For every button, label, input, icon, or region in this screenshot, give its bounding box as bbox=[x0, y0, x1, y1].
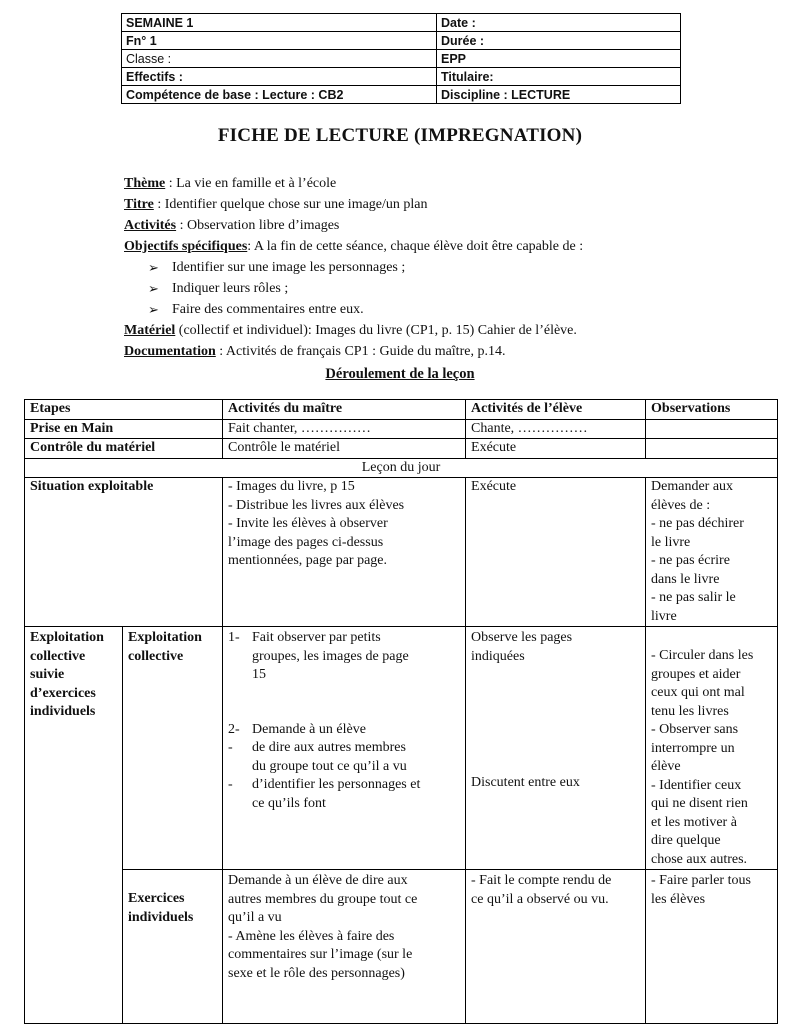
titre-line bbox=[124, 194, 744, 215]
objectifs-label: Objectifs spécifiques bbox=[124, 239, 248, 254]
documentation-label: Documentation bbox=[124, 344, 216, 359]
epp-cell: EPP bbox=[437, 50, 681, 68]
maitre-cell: Contrôle le matériel bbox=[223, 439, 466, 459]
lesson-info bbox=[124, 173, 744, 362]
objectifs-value: : A la fin de cette séance, chaque élève doit être capable de : bbox=[247, 239, 584, 254]
table-row bbox=[25, 478, 778, 627]
competence-cell: Compétence de base : Lecture : CB2 bbox=[122, 86, 437, 104]
objectif-item: ➢ Faire des commentaires entre eux. bbox=[148, 299, 744, 320]
arrow-bullet-icon: ➢ bbox=[148, 260, 159, 275]
page-title: FICHE DE LECTURE (IMPREGNATION) bbox=[217, 125, 583, 146]
etape-cell: Exploitation collective suivie d’exercices individuels bbox=[25, 627, 123, 1024]
table-row bbox=[25, 458, 778, 478]
table-row bbox=[25, 870, 778, 1024]
materiel-line bbox=[124, 320, 744, 341]
classe-cell: Classe : bbox=[122, 50, 437, 68]
maitre-cell: 1- Fait observer par petits groupes, les images de page 15 2- Demande à un élève - de dire aux autres membres du groupe tout ce qu’il a vu - d’identifier les personnages et ce qu’ils font bbox=[223, 627, 466, 870]
eleve-cell: Exécute bbox=[466, 478, 646, 627]
col-header-etapes: Etapes bbox=[25, 400, 223, 420]
sous-etape-cell: Exercices individuels bbox=[123, 870, 223, 1024]
activites-value: : Observation libre d’images bbox=[176, 218, 340, 233]
duree-cell: Durée : bbox=[437, 32, 681, 50]
sous-etape-cell: Exploitation collective bbox=[123, 627, 223, 870]
lesson-table bbox=[24, 399, 778, 1024]
maitre-cell: Demande à un élève de dire aux autres membres du groupe tout ce qu’il a vu - Amène les élèves à faire des commentaires sur l’image (sur le sexe et le rôle des personnages) bbox=[223, 870, 466, 1024]
observations-cell: - Circuler dans les groupes et aider ceux qui ont mal tenu les livres - Observer sans interrompre un élève - Identifier ceux qui ne disent rien et les motiver à dire quelque chose aux autres. bbox=[646, 627, 778, 870]
maitre-cell: - Images du livre, p 15 - Distribue les livres aux élèves - Invite les élèves à observer l’image des pages ci-dessus mentionnées, page par page. bbox=[223, 478, 466, 627]
titre-value: : Identifier quelque chose sur une image/un plan bbox=[153, 197, 428, 212]
eleve-cell: - Fait le compte rendu de ce qu’il a observé ou vu. bbox=[466, 870, 646, 1024]
etape-cell: Situation exploitable bbox=[25, 478, 223, 627]
activites-line bbox=[124, 215, 744, 236]
materiel-value: (collectif et individuel): Images du livre (CP1, p. 15) Cahier de l’élève. bbox=[175, 323, 577, 338]
objectif-item: ➢ Indiquer leurs rôles ; bbox=[148, 278, 744, 299]
materiel-label: Matériel bbox=[124, 323, 176, 338]
documentation-value: : Activités de français CP1 : Guide du maître, p.14. bbox=[215, 344, 506, 359]
col-header-eleve: Activités de l’élève bbox=[466, 400, 646, 420]
table-row bbox=[25, 419, 778, 439]
arrow-bullet-icon: ➢ bbox=[148, 302, 159, 317]
titulaire-cell: Titulaire: bbox=[437, 68, 681, 86]
objectif-item: ➢ Identifier sur une image les personnages ; bbox=[148, 257, 744, 278]
col-header-maitre: Activités du maître bbox=[223, 400, 466, 420]
effectifs-cell: Effectifs : bbox=[122, 68, 437, 86]
header-table bbox=[121, 13, 681, 104]
table-row bbox=[25, 439, 778, 459]
observations-cell bbox=[646, 419, 778, 439]
activites-label: Activités bbox=[124, 218, 177, 233]
theme-line bbox=[124, 173, 744, 194]
col-header-observations: Observations bbox=[646, 400, 778, 420]
theme-value: : La vie en famille et à l’école bbox=[165, 176, 337, 191]
etape-cell: Prise en Main bbox=[25, 419, 223, 439]
arrow-bullet-icon: ➢ bbox=[148, 281, 159, 296]
theme-label: Thème bbox=[124, 176, 166, 191]
maitre-cell: Fait chanter, …………… bbox=[223, 419, 466, 439]
objectifs-list bbox=[124, 257, 744, 320]
observations-cell: Demander aux élèves de : - ne pas déchirer le livre - ne pas écrire dans le livre - ne pas salir le livre bbox=[646, 478, 778, 627]
table-header-row bbox=[25, 400, 778, 420]
titre-label: Titre bbox=[124, 197, 154, 212]
etape-cell: Contrôle du matériel bbox=[25, 439, 223, 459]
eleve-cell: Exécute bbox=[466, 439, 646, 459]
objectifs-line bbox=[124, 236, 744, 257]
eleve-cell: Observe les pages indiquées Discutent entre eux bbox=[466, 627, 646, 870]
documentation-line bbox=[124, 341, 744, 362]
observations-cell: - Faire parler tous les élèves bbox=[646, 870, 778, 1024]
eleve-cell: Chante, …………… bbox=[466, 419, 646, 439]
fiche-number-cell: Fn° 1 bbox=[122, 32, 437, 50]
section-heading: Déroulement de la leçon bbox=[325, 366, 475, 382]
observations-cell bbox=[646, 439, 778, 459]
semaine-cell: SEMAINE 1 bbox=[122, 14, 437, 32]
date-cell: Date : bbox=[437, 14, 681, 32]
lecon-du-jour-cell: Leçon du jour bbox=[25, 458, 778, 478]
table-row bbox=[25, 627, 778, 870]
discipline-cell: Discipline : LECTURE bbox=[437, 86, 681, 104]
